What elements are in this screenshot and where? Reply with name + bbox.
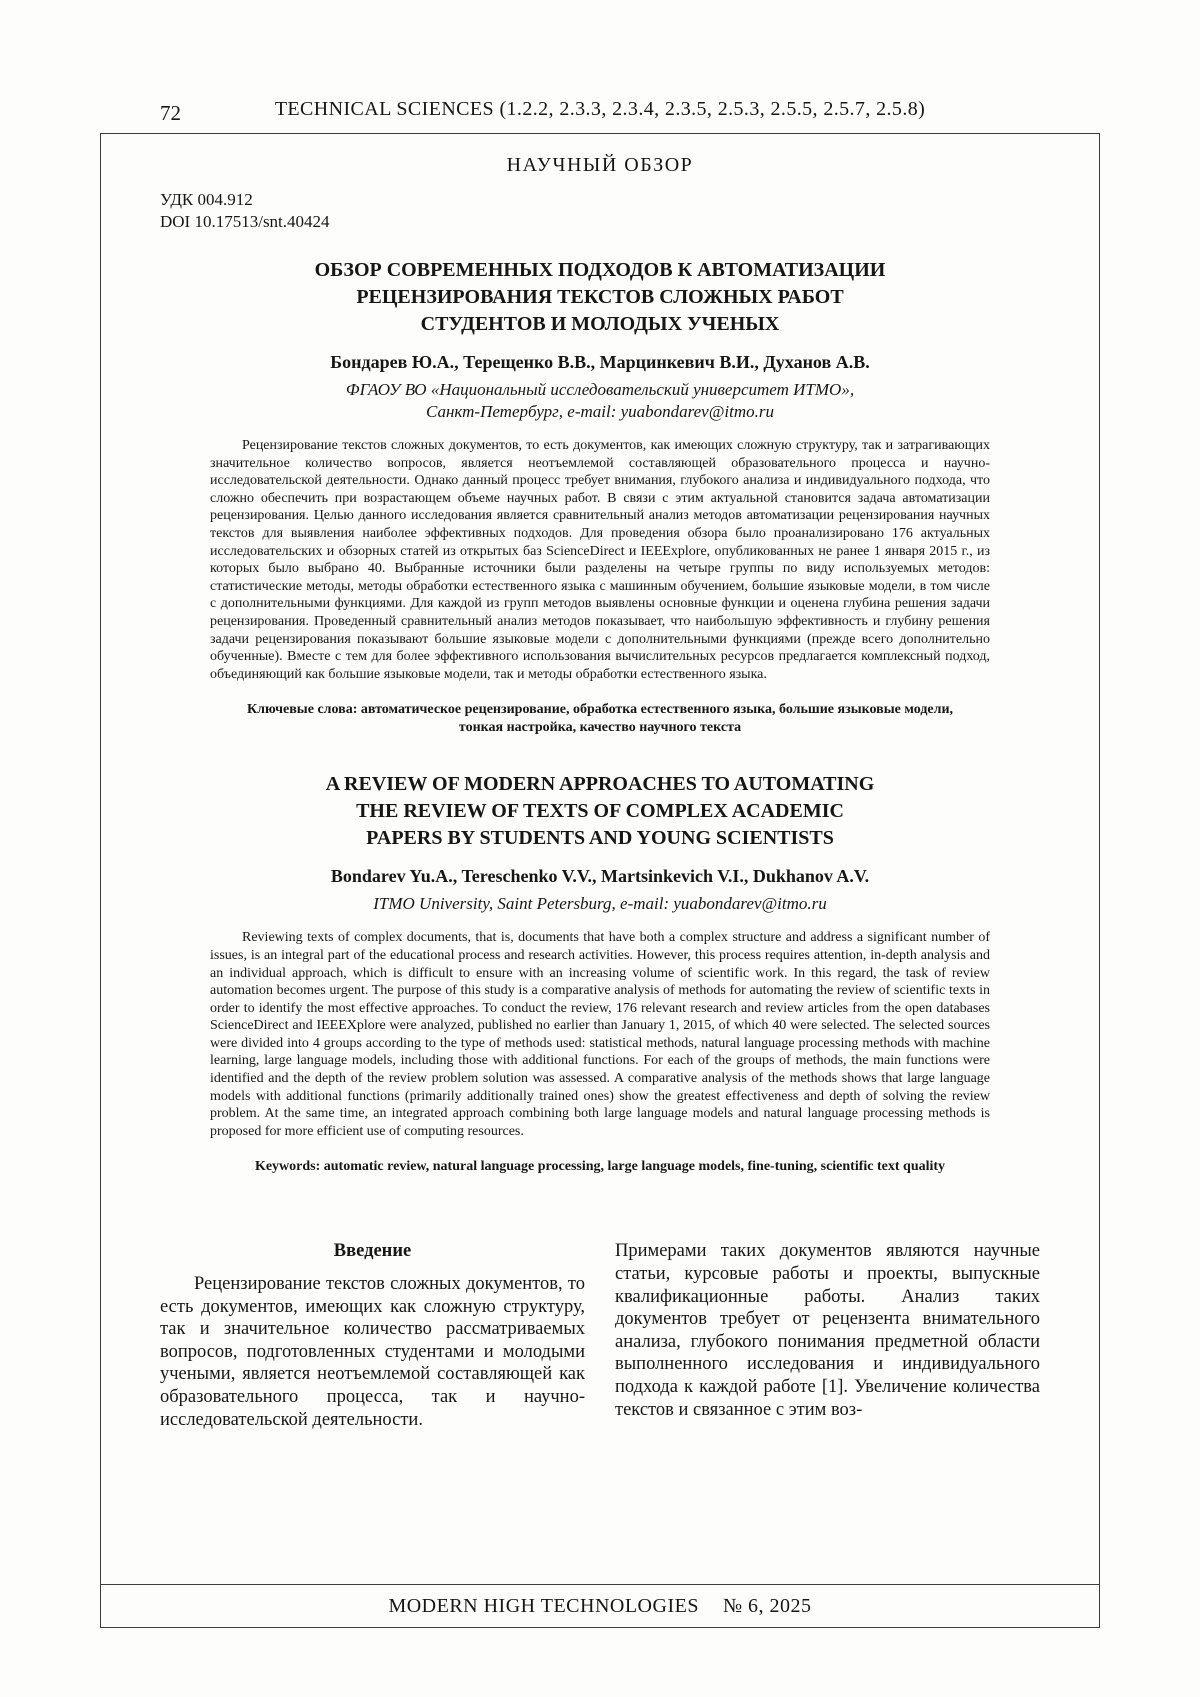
intro-heading: Введение <box>333 1241 412 1262</box>
keywords-en: Keywords: automatic review, natural language processing, large language models, fine-tuning, scientific text quality <box>254 1159 946 1175</box>
left-column <box>160 1240 585 1431</box>
abstract-en: Reviewing texts of complex documents, that is, documents that have both a complex structure and address a significant number of issues, is an integral part of the educational process and research activities. However, this process requires attention, in-depth analysis and an individual approach, which is difficult to ensure with an increasing volume of scientific work. In this regard, the task of review automation becomes urgent. The purpose of this study is a comparative analysis of methods for automating the review of scientific texts in order to identify the most effective approaches. To conduct the review, 176 relevant research and review articles from the open databases ScienceDirect and IEEEXplore were analyzed, published no earlier than January 1, 2015, of which 40 were selected. The selected sources were divided into 4 groups according to the type of methods used: statistical methods, natural language processing methods with machine learning, large language models, including those with additional functions. For each of the groups of methods, the main functions were identified and the depth of the review problem solution was assessed. A comparative analysis of the methods shows that large language models with additional functions (primarily additionally trained ones) show the greatest effectiveness and depth of solving the review problem. At the same time, an integrated approach combining both large language models and natural language processing methods is proposed for more efficient use of computing resources. <box>210 930 990 1139</box>
article-identifiers <box>160 189 1040 233</box>
running-header <box>160 98 1040 130</box>
section-label: НАУЧНЫЙ ОБЗОР <box>506 154 694 176</box>
page-frame <box>100 133 1100 1628</box>
running-header-title: TECHNICAL SCIENCES (1.2.2, 2.3.3, 2.3.4, 2.3.5, 2.5.3, 2.5.5, 2.5.7, 2.5.8) <box>274 98 926 120</box>
page-number: 72 <box>160 101 181 125</box>
affiliation-ru: ФГАОУ ВО «Национальный исследовательский университет ИТМО», Санкт-Петербург, e-mail: yuabondarev@itmo.ru <box>345 380 855 421</box>
authors-en: Bondarev Yu.A., Tereschenko V.V., Martsinkevich V.I., Dukhanov A.V. <box>330 866 870 887</box>
footer-journal-name: MODERN HIGH TECHNOLOGIES <box>388 1594 699 1617</box>
article-title-en: A REVIEW OF MODERN APPROACHES TO AUTOMATING THE REVIEW OF TEXTS OF COMPLEX ACADEMIC PAPERS BY STUDENTS AND YOUNG SCIENTISTS <box>325 773 875 850</box>
footer-issue: № 6, 2025 <box>722 1594 812 1617</box>
doi-number: DOI 10.17513/snt.40424 <box>160 212 330 231</box>
affiliation-en: ITMO University, Saint Petersburg, e-mail: yuabondarev@itmo.ru <box>373 894 827 914</box>
authors-ru: Бондарев Ю.А., Терещенко В.В., Марцинкевич В.И., Духанов А.В. <box>330 352 870 372</box>
intro-paragraph-left: Рецензирование текстов сложных документов, то есть документов, имеющих как сложную структуру, так и значительное количество рассматриваемых вопросов, подготовленных студентами и молодыми учеными, является неотъемлемой составляющей как образовательного процесса, так и научно-исследовательской деятельности. <box>160 1274 585 1430</box>
article-title-ru: ОБЗОР СОВРЕМЕННЫХ ПОДХОДОВ К АВТОМАТИЗАЦИИ РЕЦЕНЗИРОВАНИЯ ТЕКСТОВ СЛОЖНЫХ РАБОТ СТУДЕНТОВ И МОЛОДЫХ УЧЕНЫХ <box>314 259 886 335</box>
udk-number: УДК 004.912 <box>160 190 253 209</box>
abstract-ru: Рецензирование текстов сложных документов, то есть документов, как имеющих сложную структуру, так и затрагивающих значительное количество вопросов, является неотъемлемой составляющей образовательного процесса и научно-исследовательской деятельности. Однако данный процесс требует внимания, глубокого анализа и индивидуального подхода, что сложно обеспечить при возрастающем объеме научных работ. В связи с этим актуальной становится задача автоматизации рецензирования. Целью данного исследования является сравнительный анализ методов автоматизации рецензирования научных текстов для выявления наиболее эффективных подходов. Для проведения обзора было проанализировано 176 актуальных исследовательских и обзорных статей из открытых баз ScienceDirect и IEEExplore, опубликованных не ранее 1 января 2015 г., из которых было выбрано 40. Выбранные источники были разделены на четыре группы по виду используемых методов: статистические методы, методы обработки естественного языка с машинным обучением, большие языковые модели, в том числе с дополнительными функциями. Для каждой из групп методов выявлены основные функции и оценена глубина решения задачи рецензирования. Проведенный сравнительный анализ методов показывает, что наибольшую эффективность и глубину решения задачи рецензирования показывают большие языковые модели с дополнительными функциями (прежде всего дополнительно обученные). Вместе с тем для более эффективного использования вычислительных ресурсов предлагается комплексный подход, объединяющий как большие языковые модели, так и методы обработки естественного языка. <box>210 438 990 682</box>
keywords-ru: Ключевые слова: автоматическое рецензирование, обработка естественного языка, большие языковые модели, тонкая настройка, качество научного текста <box>246 702 954 736</box>
intro-paragraph-right: Примерами таких документов являются научные статьи, курсовые работы и проекты, выпускные квалификационные работы. Анализ таких документов требует от рецензента внимательного анализа, глубокого понимания предметной области выполненного исследования и индивидуального подхода к каждой работе [1]. Увеличение количества текстов и связанное с этим воз- <box>615 1241 1040 1420</box>
body-columns <box>160 1240 1040 1431</box>
journal-footer <box>101 1584 1099 1627</box>
right-column <box>615 1240 1040 1431</box>
article-content <box>101 134 1099 1431</box>
